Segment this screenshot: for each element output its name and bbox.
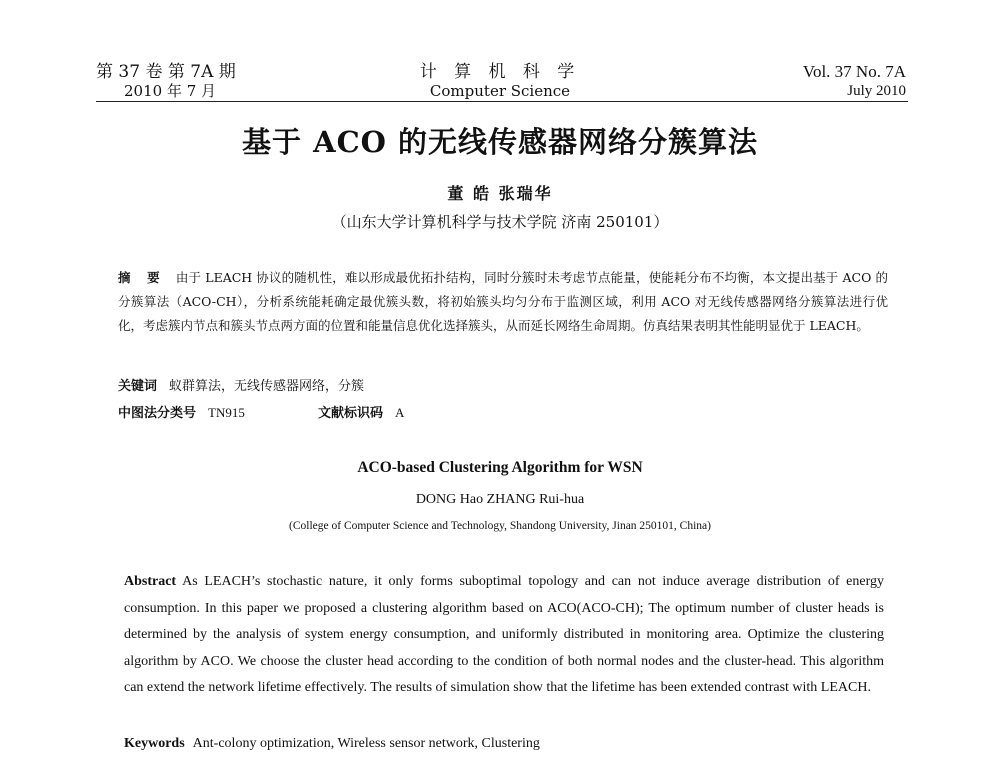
paper-title-cn: 基于 ACO 的无线传感器网络分簇算法: [241, 125, 759, 159]
abstract-cn-label: 摘 要: [118, 270, 166, 285]
abstract-en-label: Abstract: [124, 574, 177, 589]
keywords-en-label: Keywords: [124, 736, 185, 751]
keywords-cn-text: 蚁群算法，无线传感器网络，分簇: [169, 379, 365, 394]
paper-affiliation-en: (College of Computer Science and Technology, Shandong University, Jinan 250101, China): [289, 520, 711, 532]
keywords-cn-label: 关键词: [118, 379, 158, 394]
keywords-cn: [118, 377, 364, 397]
journal-date-en: July 2010: [847, 83, 906, 99]
paper-authors-en: DONG Hao ZHANG Rui-hua: [415, 492, 585, 507]
journal-volume-en: Vol. 37 No. 7A: [802, 62, 906, 81]
paper-authors-cn: 董 皓 张瑞华: [447, 184, 553, 203]
clc-label: 中图法分类号: [118, 406, 197, 421]
paper-affiliation-cn: （山东大学计算机科学与技术学院 济南 250101）: [331, 213, 669, 231]
abstract-en-text: As LEACH’s stochastic nature, it only forms suboptimal topology and can not induce average distribution of energy consumption. In this paper we proposed a clustering algorithm based on ACO(ACO-CH); The optimum number of cluster heads is determined by the analysis of system energy consumption, and uniformly distributed in monitoring area. Optimize the clustering algorithm by ACO. We choose the cluster head according to the condition of both normal nodes and the cluster-head. This algorithm can extend the network lifetime effectively. The results of simulation show that the lifetime has been extended contrast with LEACH.: [124, 574, 884, 695]
paper-title-en: ACO-based Clustering Algorithm for WSN: [357, 459, 643, 476]
keywords-en-text: Ant-colony optimization, Wireless sensor network, Clustering: [192, 736, 540, 751]
doc-code-value: A: [395, 405, 405, 420]
doc-code-label: 文献标识码: [318, 406, 384, 421]
classification-line: [118, 403, 245, 424]
document-code-line: [318, 403, 404, 424]
keywords-en: [124, 734, 540, 754]
journal-name-cn: 计 算 机 科 学: [419, 62, 581, 82]
abstract-cn-text: 由于 LEACH 协议的随机性，难以形成最优拓扑结构，同时分簇时未考虑节点能量，使能耗分布不均衡，本文提出基于 ACO 的分簇算法（ACO-CH），分析系统能耗确定最优簇头数，将初始簇头均匀分布于监测区域，利用 ACO 对无线传感器网络分簇算法进行优化，考虑簇内节点和簇头节点两方面的位置和能量信息优化选择簇头，从而延长网络生命周期。仿真结果表明其性能明显优于 LEACH。: [118, 270, 889, 333]
journal-date-cn: 2010 年 7 月: [124, 82, 217, 100]
header-rule: [96, 101, 908, 102]
journal-volume-issue: 第 37 卷 第 7A 期: [96, 62, 236, 82]
journal-name-en: Computer Science: [429, 82, 571, 100]
abstract-en: [124, 569, 884, 702]
clc-value: TN915: [208, 405, 245, 420]
abstract-cn: [118, 266, 888, 338]
